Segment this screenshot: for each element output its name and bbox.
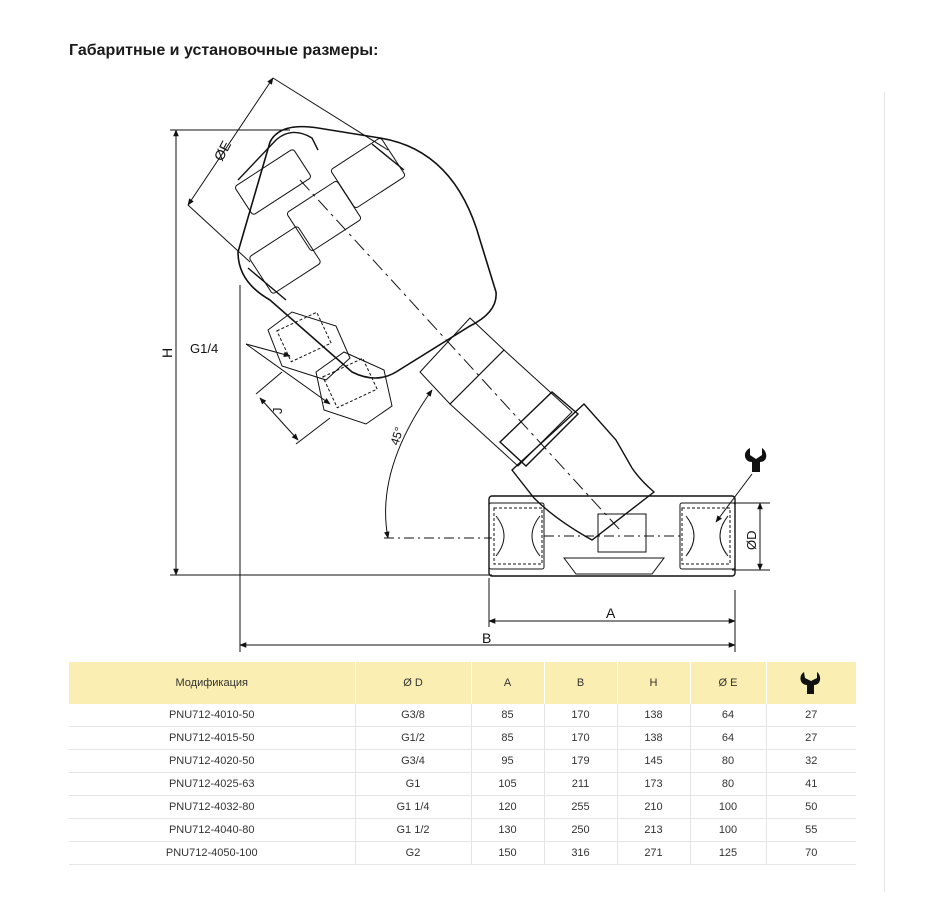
header-h: H bbox=[617, 662, 690, 704]
cell-wrench: 27 bbox=[766, 704, 856, 727]
table-row bbox=[69, 750, 856, 773]
cell-diam-d: G1 bbox=[355, 773, 471, 796]
cell-b: 250 bbox=[544, 819, 617, 842]
cell-diam-e: 100 bbox=[690, 819, 766, 842]
wrench-icon bbox=[800, 671, 822, 695]
cell-diam-e: 80 bbox=[690, 750, 766, 773]
table-row bbox=[69, 842, 856, 865]
label-h: H bbox=[159, 347, 175, 358]
cell-h: 145 bbox=[617, 750, 690, 773]
table-row bbox=[69, 796, 856, 819]
header-wrench bbox=[766, 662, 856, 704]
cell-wrench: 27 bbox=[766, 727, 856, 750]
cell-diam-d: G1 1/2 bbox=[355, 819, 471, 842]
cell-b: 179 bbox=[544, 750, 617, 773]
label-angle: 45° bbox=[387, 425, 407, 447]
cell-modification: PNU712-4032-80 bbox=[69, 796, 355, 819]
wrench-icon bbox=[745, 448, 766, 472]
page-title: Габаритные и установочные размеры: bbox=[69, 42, 379, 59]
cell-a: 150 bbox=[471, 842, 544, 865]
label-diam-d: ØD bbox=[744, 530, 759, 550]
cell-diam-e: 125 bbox=[690, 842, 766, 865]
header-b: B bbox=[544, 662, 617, 704]
cell-a: 95 bbox=[471, 750, 544, 773]
label-j: J bbox=[270, 407, 285, 414]
label-g14: G1/4 bbox=[190, 341, 219, 356]
cell-modification: PNU712-4050-100 bbox=[69, 842, 355, 865]
table-header-row bbox=[69, 662, 856, 704]
cell-modification: PNU712-4015-50 bbox=[69, 727, 355, 750]
table-row bbox=[69, 773, 856, 796]
cell-h: 138 bbox=[617, 727, 690, 750]
dimensions-table bbox=[69, 662, 856, 865]
cell-h: 213 bbox=[617, 819, 690, 842]
label-b: B bbox=[482, 630, 492, 646]
cell-diam-d: G1 1/4 bbox=[355, 796, 471, 819]
header-diam-d: Ø D bbox=[355, 662, 471, 704]
cell-modification: PNU712-4040-80 bbox=[69, 819, 355, 842]
cell-h: 210 bbox=[617, 796, 690, 819]
cell-modification: PNU712-4010-50 bbox=[69, 704, 355, 727]
cell-b: 170 bbox=[544, 727, 617, 750]
cell-modification: PNU712-4020-50 bbox=[69, 750, 355, 773]
cell-b: 170 bbox=[544, 704, 617, 727]
cell-a: 85 bbox=[471, 704, 544, 727]
cell-b: 316 bbox=[544, 842, 617, 865]
header-diam-e: Ø E bbox=[690, 662, 766, 704]
cell-a: 105 bbox=[471, 773, 544, 796]
cell-wrench: 70 bbox=[766, 842, 856, 865]
cell-a: 85 bbox=[471, 727, 544, 750]
cell-b: 255 bbox=[544, 796, 617, 819]
cell-h: 173 bbox=[617, 773, 690, 796]
cell-wrench: 32 bbox=[766, 750, 856, 773]
table-row bbox=[69, 819, 856, 842]
cell-diam-d: G2 bbox=[355, 842, 471, 865]
header-modification: Модификация bbox=[69, 662, 355, 704]
cell-a: 130 bbox=[471, 819, 544, 842]
cell-diam-e: 64 bbox=[690, 727, 766, 750]
cell-wrench: 41 bbox=[766, 773, 856, 796]
cell-modification: PNU712-4025-63 bbox=[69, 773, 355, 796]
header-a: A bbox=[471, 662, 544, 704]
label-diam-e: ØE bbox=[210, 138, 235, 164]
cell-diam-d: G3/4 bbox=[355, 750, 471, 773]
cell-h: 138 bbox=[617, 704, 690, 727]
cell-diam-e: 64 bbox=[690, 704, 766, 727]
cell-h: 271 bbox=[617, 842, 690, 865]
cell-diam-e: 80 bbox=[690, 773, 766, 796]
cell-a: 120 bbox=[471, 796, 544, 819]
label-a: A bbox=[606, 605, 616, 621]
cell-wrench: 50 bbox=[766, 796, 856, 819]
cell-b: 211 bbox=[544, 773, 617, 796]
table-row bbox=[69, 727, 856, 750]
cell-diam-d: G1/2 bbox=[355, 727, 471, 750]
cell-diam-d: G3/8 bbox=[355, 704, 471, 727]
cell-diam-e: 100 bbox=[690, 796, 766, 819]
table-row bbox=[69, 704, 856, 727]
cell-wrench: 55 bbox=[766, 819, 856, 842]
